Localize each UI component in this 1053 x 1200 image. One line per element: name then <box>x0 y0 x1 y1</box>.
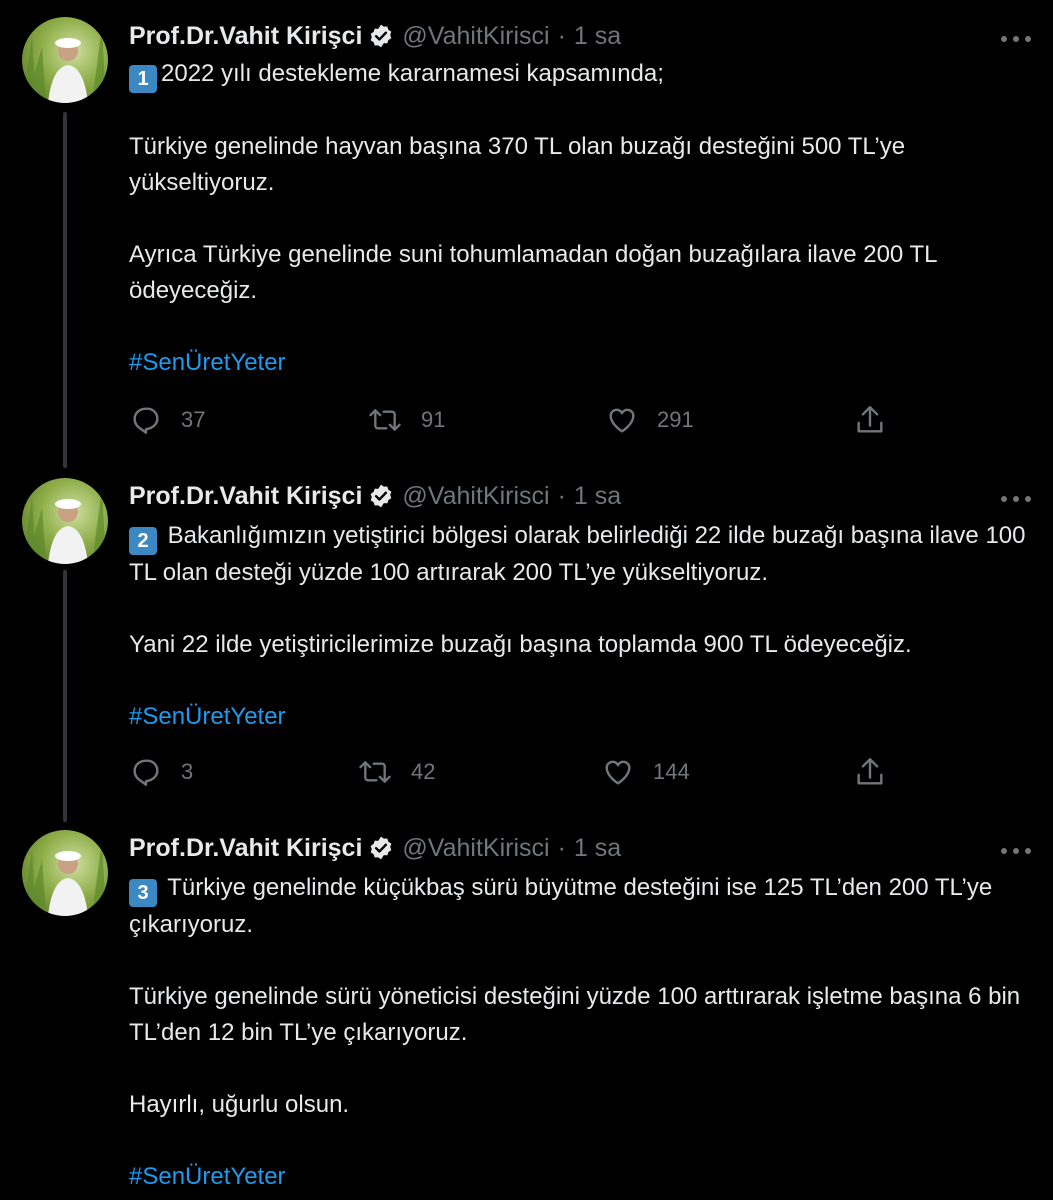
reply-icon <box>129 755 163 789</box>
keycap-number-icon: 3 <box>129 879 157 907</box>
author-handle[interactable]: @VahitKirisci <box>402 481 550 510</box>
tweet-paragraph: Hayırlı, uğurlu olsun. <box>129 1091 350 1118</box>
share-icon <box>853 403 887 437</box>
like-button[interactable] <box>605 402 694 438</box>
tweet-paragraph <box>129 56 1039 93</box>
tweet[interactable] <box>0 470 1053 822</box>
tweet-text <box>129 56 1039 381</box>
retweet-count: 91 <box>421 407 446 432</box>
tweet-header <box>129 478 621 514</box>
keycap-number-icon: 2 <box>129 527 157 555</box>
retweet-count: 42 <box>411 759 436 784</box>
tweet-paragraph <box>129 699 1039 735</box>
tweet-paragraph <box>129 345 1039 381</box>
more-horizontal-icon[interactable] <box>1001 838 1031 864</box>
author-name[interactable]: Prof.Dr.Vahit Kirişci <box>129 481 363 510</box>
tweet-actions <box>129 754 899 790</box>
avatar[interactable] <box>22 830 108 916</box>
hashtag-link[interactable]: #SenÜretYeter <box>129 703 286 730</box>
tweet-paragraph: Türkiye genelinde hayvan başına 370 TL olan buzağı desteğini 500 TL’ye yükseltiyoruz. <box>129 133 906 196</box>
retweet-button[interactable] <box>367 402 445 438</box>
tweet-text <box>129 870 1039 1195</box>
verified-badge-icon <box>368 835 394 861</box>
tweet-timestamp[interactable]: 1 sa <box>573 481 622 510</box>
separator-dot: · <box>557 833 566 862</box>
tweet-timestamp[interactable]: 1 sa <box>573 833 622 862</box>
hashtag-link[interactable]: #SenÜretYeter <box>129 349 286 376</box>
tweet-paragraph: Ayrıca Türkiye genelinde suni tohumlamadan doğan buzağılara ilave 200 TL ödeyeceğiz. <box>129 241 937 304</box>
verified-badge-icon <box>368 483 394 509</box>
author-handle[interactable]: @VahitKirisci <box>402 21 550 50</box>
author-name[interactable]: Prof.Dr.Vahit Kirişci <box>129 21 363 50</box>
more-horizontal-icon[interactable] <box>1001 26 1031 52</box>
paragraph-text: Bakanlığımızın yetiştirici bölgesi olarak belirlediği 22 ilde buzağı başına ilave 100 TL olan desteği yüzde 100 artırarak 200 TL’ye yükseltiyoruz. <box>129 522 1026 586</box>
reply-icon <box>129 403 163 437</box>
tweet-paragraph: Türkiye genelinde sürü yöneticisi desteğini yüzde 100 arttırarak işletme başına 6 bin TL’den 12 bin TL’ye çıkarıyoruz. <box>129 983 1021 1046</box>
author-handle[interactable]: @VahitKirisci <box>402 833 550 862</box>
tweet-paragraph <box>129 518 1039 591</box>
reply-count: 37 <box>181 407 206 432</box>
like-count: 291 <box>657 407 694 432</box>
like-count: 144 <box>653 759 690 784</box>
tweet-paragraph: Yani 22 ilde yetiştiricilerimize buzağı başına toplamda 900 TL ödeyeceğiz. <box>129 631 912 658</box>
separator-dot: · <box>557 481 566 510</box>
tweet-paragraph <box>129 870 1039 943</box>
keycap-number-icon: 1 <box>129 65 157 93</box>
reply-count: 3 <box>181 759 194 784</box>
hashtag-link[interactable]: #SenÜretYeter <box>129 1163 286 1190</box>
separator-dot: · <box>557 21 566 50</box>
retweet-button[interactable] <box>357 754 435 790</box>
paragraph-text: 2022 yılı destekleme kararnamesi kapsamında; <box>161 60 664 87</box>
like-icon <box>601 755 635 789</box>
verified-badge-icon <box>368 23 394 49</box>
tweet-header <box>129 18 621 54</box>
paragraph-text: Türkiye genelinde küçükbaş sürü büyütme desteğini ise 125 TL’den 200 TL’ye çıkarıyoruz. <box>129 874 993 938</box>
more-horizontal-icon[interactable] <box>1001 486 1031 512</box>
author-name[interactable]: Prof.Dr.Vahit Kirişci <box>129 833 363 862</box>
tweet-text <box>129 518 1039 735</box>
reply-button[interactable] <box>129 402 205 438</box>
share-button[interactable] <box>853 754 905 790</box>
tweet-header <box>129 830 621 866</box>
tweet-timestamp[interactable]: 1 sa <box>573 21 622 50</box>
retweet-icon <box>357 755 393 789</box>
share-icon <box>853 755 887 789</box>
share-button[interactable] <box>853 402 905 438</box>
like-button[interactable] <box>601 754 690 790</box>
retweet-icon <box>367 403 403 437</box>
tweet[interactable] <box>0 822 1053 1200</box>
reply-button[interactable] <box>129 754 193 790</box>
tweet-actions <box>129 402 899 438</box>
avatar[interactable] <box>22 478 108 564</box>
tweet[interactable] <box>0 0 1053 470</box>
tweet-paragraph <box>129 1159 1039 1195</box>
avatar[interactable] <box>22 17 108 103</box>
like-icon <box>605 403 639 437</box>
